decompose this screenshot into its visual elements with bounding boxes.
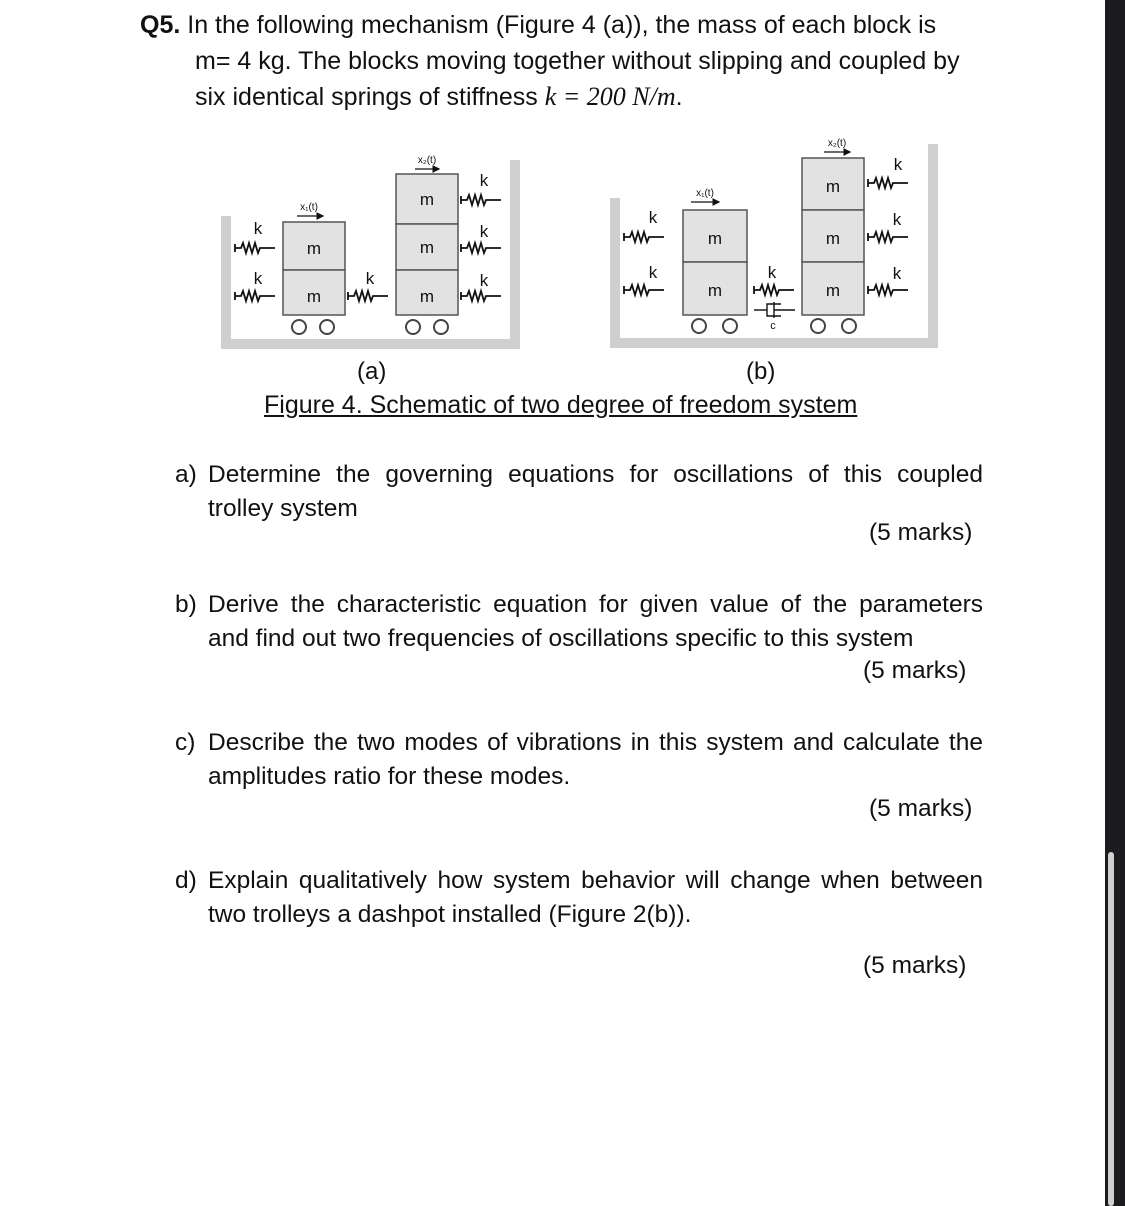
x2-label: x₂(t) bbox=[827, 138, 847, 149]
part-a-marks: (5 marks) bbox=[869, 519, 973, 546]
figure-a bbox=[221, 155, 520, 349]
spring bbox=[235, 291, 275, 301]
mass-label: m bbox=[825, 229, 841, 248]
frame-a bbox=[221, 160, 520, 349]
spring-label: k bbox=[479, 222, 489, 241]
part-a bbox=[175, 458, 983, 522]
part-c-marks: (5 marks) bbox=[869, 795, 973, 822]
spring-label: k bbox=[892, 264, 902, 283]
x1-label: x₁(t) bbox=[696, 188, 714, 199]
part-b-marks: (5 marks) bbox=[863, 657, 967, 684]
part-c-label: c) bbox=[175, 729, 196, 756]
mass-label: m bbox=[707, 229, 723, 248]
wheel bbox=[842, 319, 856, 333]
spring-label: k bbox=[253, 269, 263, 288]
part-c-text: Describe the two modes of vibrations in this system and calculate the amplitudes ratio for these modes. bbox=[208, 729, 983, 790]
spring bbox=[868, 285, 908, 295]
figure-a-label: (a) bbox=[357, 358, 387, 385]
x1-label: x₁(t) bbox=[300, 202, 318, 213]
part-c bbox=[175, 726, 983, 790]
spring-label: k bbox=[365, 269, 375, 288]
part-d-marks: (5 marks) bbox=[863, 952, 967, 979]
wheel bbox=[723, 319, 737, 333]
wheel bbox=[406, 320, 420, 334]
spring-label: k bbox=[892, 210, 902, 229]
spring-label: k bbox=[479, 171, 489, 190]
question-number: Q5. bbox=[140, 11, 181, 39]
question-line-3: six identical springs of stiffness bbox=[195, 83, 545, 111]
mass-label: m bbox=[825, 177, 841, 196]
spring-label: k bbox=[648, 263, 658, 282]
figure-caption: Figure 4. Schematic of two degree of freedom system bbox=[264, 391, 858, 419]
mass-label: m bbox=[306, 239, 322, 258]
spring-label: k bbox=[767, 263, 777, 282]
figure-b bbox=[610, 138, 938, 348]
figure-b-label: (b) bbox=[746, 358, 776, 385]
spring bbox=[461, 291, 501, 301]
spring bbox=[754, 285, 794, 295]
spring bbox=[868, 232, 908, 242]
part-a-text: Determine the governing equations for oscillations of this coupled trolley system bbox=[208, 461, 983, 522]
spring bbox=[348, 291, 388, 301]
part-d-text: Explain qualitatively how system behavior will change when between two trolleys a dashpot installed (Figure 2(b)). bbox=[208, 867, 983, 928]
part-d-label: d) bbox=[175, 867, 197, 894]
part-d bbox=[175, 864, 983, 928]
spring-label: k bbox=[479, 271, 489, 290]
spring-label: k bbox=[893, 155, 903, 174]
part-b bbox=[175, 588, 983, 652]
question-line-2: m= 4 kg. The blocks moving together without slipping and coupled by bbox=[195, 46, 960, 75]
damper-label: c bbox=[770, 320, 776, 332]
mass-label: m bbox=[707, 281, 723, 300]
spring bbox=[235, 243, 275, 253]
mass-label: m bbox=[419, 238, 435, 257]
mass-label: m bbox=[419, 190, 435, 209]
part-b-text: Derive the characteristic equation for given value of the parameters and find out two frequencies of oscillations specific to this system bbox=[208, 591, 983, 652]
spring-label: k bbox=[648, 208, 658, 227]
wheel bbox=[692, 319, 706, 333]
stiffness-equation: k = 200 N/m bbox=[544, 82, 676, 111]
part-a-label: a) bbox=[175, 461, 197, 488]
question-line-3-end: . bbox=[675, 83, 683, 111]
mass-label: m bbox=[306, 287, 322, 306]
scrollbar-thumb[interactable] bbox=[1108, 852, 1114, 1206]
spring bbox=[461, 195, 501, 205]
wheel bbox=[811, 319, 825, 333]
question-line-1: In the following mechanism (Figure 4 (a)), the mass of each block is bbox=[187, 11, 937, 39]
dashpot bbox=[754, 302, 795, 318]
mechanism-figure bbox=[205, 130, 945, 355]
wheel bbox=[320, 320, 334, 334]
question-statement bbox=[140, 8, 990, 116]
x2-label: x₂(t) bbox=[417, 155, 437, 166]
spring bbox=[624, 285, 664, 295]
spring bbox=[868, 178, 908, 188]
wheel bbox=[292, 320, 306, 334]
part-b-label: b) bbox=[175, 591, 197, 618]
spring-label: k bbox=[253, 219, 263, 238]
wheel bbox=[434, 320, 448, 334]
mass-label: m bbox=[419, 287, 435, 306]
spring bbox=[624, 232, 664, 242]
spring bbox=[461, 243, 501, 253]
mass-label: m bbox=[825, 281, 841, 300]
